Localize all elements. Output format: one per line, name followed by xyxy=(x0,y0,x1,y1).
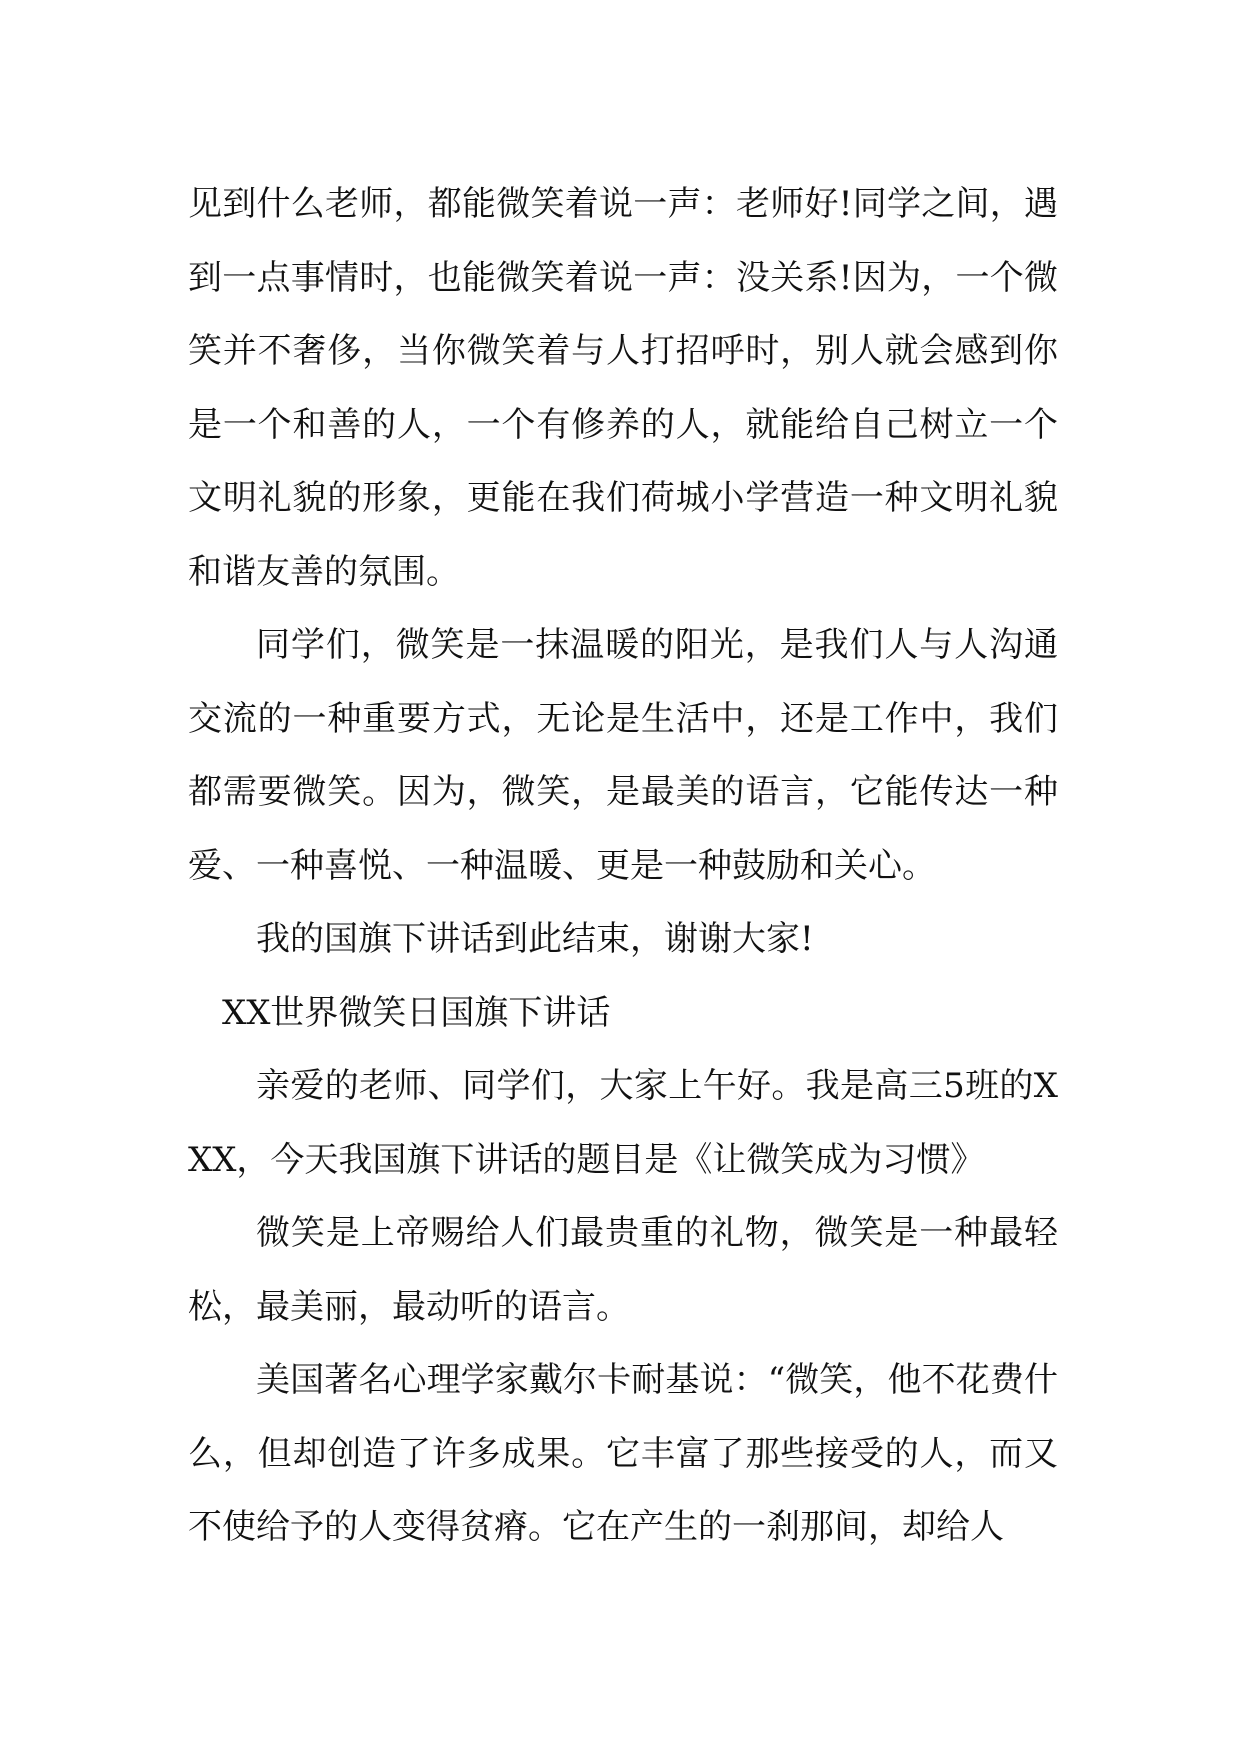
paragraph-5: 微笑是上帝赐给人们最贵重的礼物，微笑是一种最轻松，最美丽，最动听的语言。 xyxy=(188,1213,1058,1327)
paragraph-2: 同学们，微笑是一抹温暖的阳光，是我们人与人沟通交流的一种重要方式，无论是生活中，还是工作中，我们都需要微笑。因为，微笑，是最美的语言，它能传达一种爱、一种喜悦、一种温暖、更是一种鼓励和关心。 xyxy=(188,625,1058,886)
document-body xyxy=(188,168,1058,1565)
paragraph-6: 美国著名心理学家戴尔卡耐基说：“微笑，他不花费什么，但却创造了许多成果。它丰富了那些接受的人，而又不使给予的人变得贫瘠。它在产生的一刹那间，却给人 xyxy=(188,1360,1058,1547)
section-heading: XX世界微笑日国旗下讲话 xyxy=(222,992,611,1033)
paragraph-1: 见到什么老师，都能微笑着说一声：老师好!同学之间，遇到一点事情时，也能微笑着说一声：没关系!因为，一个微笑并不奢侈，当你微笑着与人打招呼时，别人就会感到你是一个和善的人，一个有修养的人，就能给自己树立一个文明礼貌的形象，更能在我们荷城小学营造一种文明礼貌和谐友善的氛围。 xyxy=(188,184,1058,592)
paragraph-4: 亲爱的老师、同学们，大家上午好。我是高三5班的XXX，今天我国旗下讲话的题目是《让微笑成为习惯》 xyxy=(188,1066,1058,1180)
paragraph-3: 我的国旗下讲话到此结束，谢谢大家! xyxy=(256,919,814,959)
